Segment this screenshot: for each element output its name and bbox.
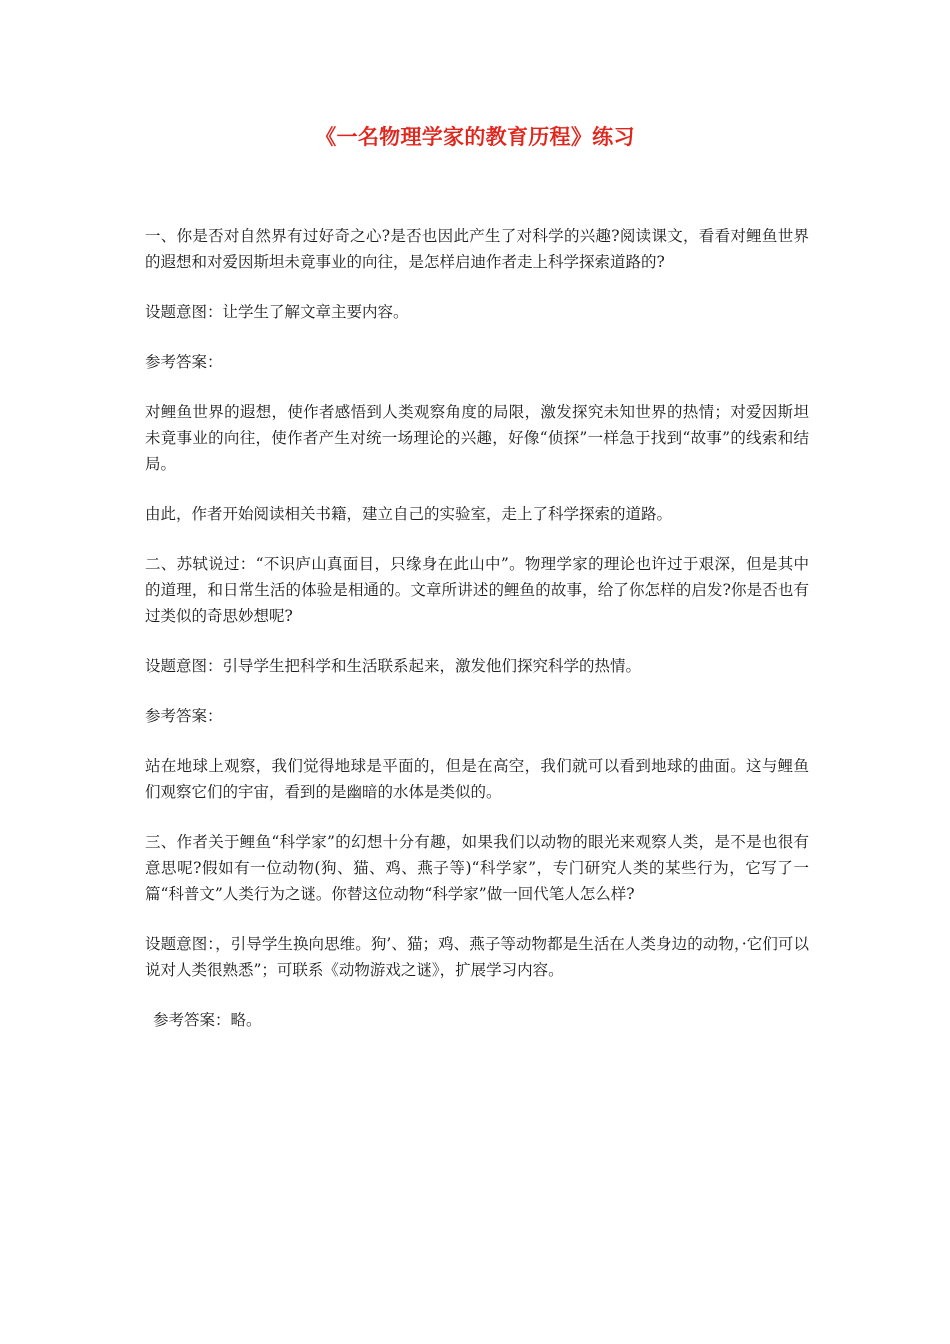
question-1-answer: 对鲤鱼世界的遐想，使作者感悟到人类观察角度的局限，激发探究未知世界的热情；对爱因斯坦未竟事业的向往，使作者产生对统一场理论的兴趣，好像“侦探”一样急于找到“故事”的线索和结局。 <box>145 403 809 473</box>
question-3: 三、作者关于鲤鱼“科学家”的幻想十分有趣，如果我们以动物的眼光来观察人类，是不是也很有意思呢?假如有一位动物(狗、猫、鸡、燕子等)“科学家”，专门研究人类的某些行为，它写了一篇“科普文”人类行为之谜。你替这位动物“科学家”做一回代笔人怎么样? <box>145 833 809 903</box>
document-body <box>145 223 809 1057</box>
question-3-answer: 参考答案：略。 <box>153 1011 262 1029</box>
question-2: 二、苏轼说过：“不识庐山真面目，只缘身在此山中”。物理学家的理论也许过于艰深，但是其中的道理，和日常生活的体验是相通的。文章所讲述的鲤鱼的故事，给了你怎样的启发?你是否也有过类似的奇思妙想呢? <box>145 555 809 625</box>
question-2-intent: 设题意图：引导学生把科学和生活联系起来，激发他们探究科学的热情。 <box>145 657 642 675</box>
question-1-intent: 设题意图：让学生了解文章主要内容。 <box>145 303 409 321</box>
question-1-answer-cont: 由此，作者开始阅读相关书籍，建立自己的实验室，走上了科学探索的道路。 <box>145 505 673 523</box>
question-1: 一、你是否对自然界有过好奇之心?是否也因此产生了对科学的兴趣?阅读课文，看看对鲤鱼世界的遐想和对爱因斯坦未竟事业的向往，是怎样启迪作者走上科学探索道路的? <box>145 227 809 271</box>
question-2-answer: 站在地球上观察，我们觉得地球是平面的，但是在高空，我们就可以看到地球的曲面。这与鲤鱼们观察它们的宇宙，看到的是幽暗的水体是类似的。 <box>145 757 809 801</box>
question-1-answer-label: 参考答案： <box>145 353 223 371</box>
question-3-intent: 设题意图：，引导学生换向思维。狗’、猫；鸡、燕子等动物都是生活在人类身边的动物，·它们可以说对人类很熟悉”；可联系《动物游戏之谜》，扩展学习内容。 <box>145 935 809 979</box>
document-title: 《一名物理学家的教育历程》练习 <box>315 124 635 149</box>
question-2-answer-label: 参考答案： <box>145 707 223 725</box>
